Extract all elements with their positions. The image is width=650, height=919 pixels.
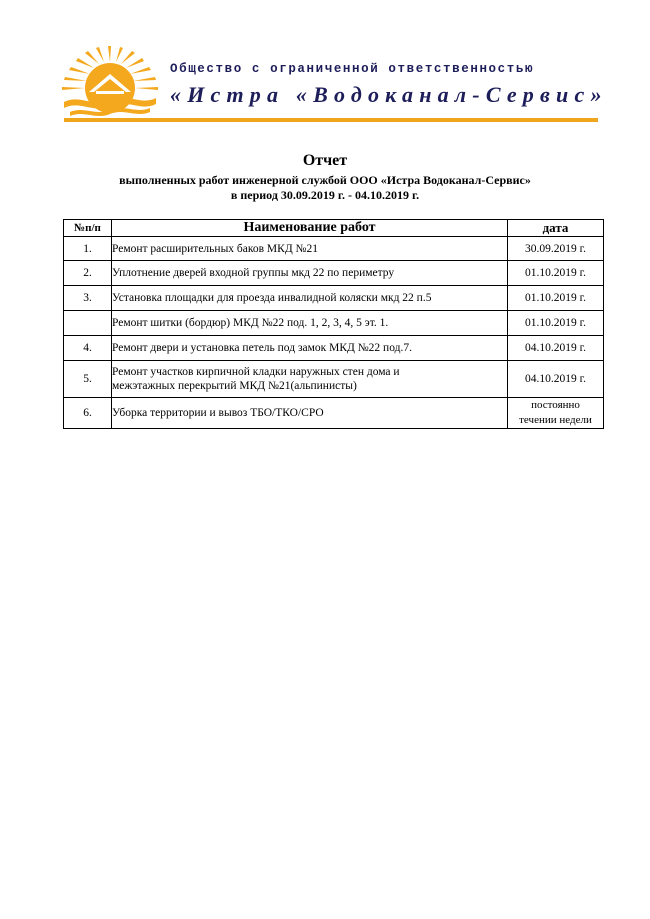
- report-subtitle: [0, 173, 650, 203]
- row-name: Установка площадки для проезда инвалидной коляски мкд 22 п.5: [112, 286, 508, 311]
- row-date: 30.09.2019 г.: [508, 237, 604, 261]
- row-date: 04.10.2019 г.: [508, 361, 604, 398]
- row-date: 01.10.2019 г.: [508, 286, 604, 311]
- row-name: [112, 361, 508, 398]
- header-num: №п/п: [64, 220, 112, 237]
- table-header-row: [64, 220, 604, 237]
- header-name: Наименование работ: [112, 220, 508, 237]
- works-table: [63, 219, 604, 429]
- row-name: Ремонт двери и установка петель под замок МКД №22 под.7.: [112, 336, 508, 361]
- row-name-line1: Ремонт участков кирпичной кладки наружных стен дома и: [112, 366, 400, 378]
- table-row: [64, 398, 604, 429]
- row-name-line2: межэтажных перекрытий МКД №21(альпинисты): [112, 380, 357, 392]
- org-name-line: «Истра «Водоканал-Сервис»: [170, 82, 608, 107]
- org-type-line: Общество с ограниченной ответственностью: [170, 62, 535, 76]
- table-row: [64, 286, 604, 311]
- report-subtitle-line1: выполненных работ инженерной службой ООО «Истра Водоканал-Сервис»: [119, 173, 531, 187]
- row-name: Ремонт расширительных баков МКД №21: [112, 237, 508, 261]
- row-date-line2: течении недели: [519, 414, 592, 426]
- row-name: Уборка территории и вывоз ТБО/ТКО/СРО: [112, 398, 508, 429]
- report-title: Отчет: [302, 152, 348, 169]
- row-date-line1: постоянно: [531, 399, 580, 411]
- table-row: [64, 361, 604, 398]
- row-num: 2.: [64, 261, 112, 286]
- row-num: 1.: [64, 237, 112, 261]
- row-num: 6.: [64, 398, 112, 429]
- row-date: 04.10.2019 г.: [508, 336, 604, 361]
- row-date: 01.10.2019 г.: [508, 311, 604, 336]
- row-num: 3.: [64, 286, 112, 311]
- row-date: 01.10.2019 г.: [508, 261, 604, 286]
- table-row: [64, 311, 604, 336]
- table-row: [64, 336, 604, 361]
- header-divider: [64, 118, 598, 122]
- table-row: [64, 261, 604, 286]
- company-logo: [60, 44, 160, 120]
- row-name: Уплотнение дверей входной группы мкд 22 по периметру: [112, 261, 508, 286]
- table-row: [64, 237, 604, 261]
- report-period: в период 30.09.2019 г. - 04.10.2019 г.: [230, 188, 420, 202]
- row-num: 4.: [64, 336, 112, 361]
- row-num: [64, 311, 112, 336]
- header-date: дата: [508, 220, 604, 237]
- row-date: [508, 398, 604, 429]
- row-name: Ремонт шитки (бордюр) МКД №22 под. 1, 2, 3, 4, 5 эт. 1.: [112, 311, 508, 336]
- row-num: 5.: [64, 361, 112, 398]
